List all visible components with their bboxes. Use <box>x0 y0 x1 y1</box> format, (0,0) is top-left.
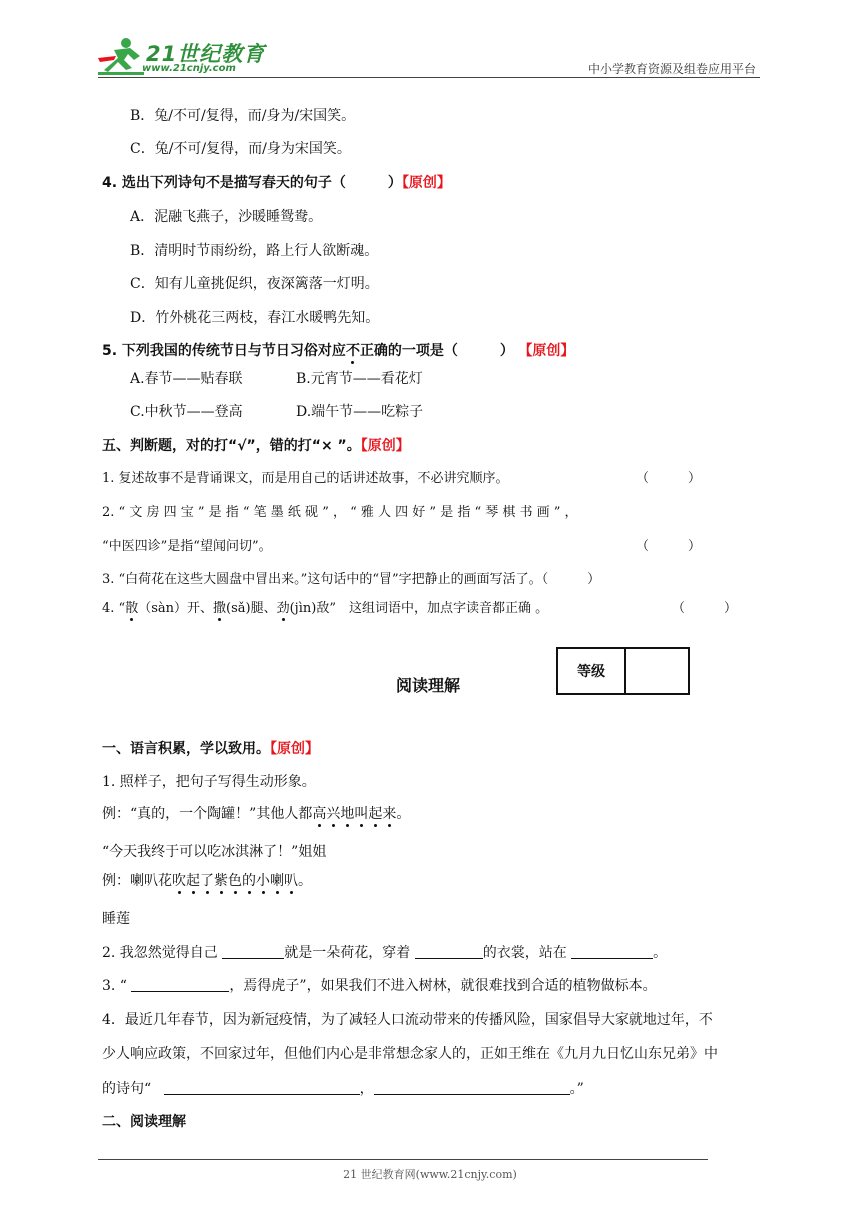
s1-question-3 <box>102 976 657 996</box>
s1-sentence-1: “今天我终于可以吃冰淇淋了！”姐姐 <box>102 844 327 860</box>
q3-blank[interactable] <box>131 977 229 992</box>
example-1-dot-char: 兴 <box>326 806 341 822</box>
q4-blank-1[interactable] <box>164 1080 360 1095</box>
section2-title: 二、阅读理解 <box>102 1114 186 1130</box>
judge-item-2-line1: 2. “ 文 房 四 宝 ” 是 指 “ 笔 墨 纸 砚 ” ， “ 雅 人 四 好 ” 是 指 “ 琴 棋 书 画 ” ， <box>102 505 578 520</box>
judge-item-3: 3. “白荷花在这些大圆盘中冒出来。”这句话中的“冒”字把静止的画面写活了。（ ） <box>102 572 601 587</box>
example-2-text: 例：喇叭花 <box>102 873 172 889</box>
grade-label: 等级 <box>558 649 626 693</box>
q5-stem-part1: 5. 下列我国的传统节日与节日习俗对应 <box>102 343 346 359</box>
example-1-end: 。 <box>396 806 411 822</box>
example-2-dot-char: 叭 <box>284 873 298 889</box>
q4-option-b: B．清明时节雨纷纷，路上行人欲断魂。 <box>130 243 379 259</box>
s1-question-4-line2: 少人响应政策，不回家过年，但他们内心是非常想念家人的，正如王维在《九月九日忆山东兄弟》中 <box>102 1046 718 1062</box>
q3-option-b: B．兔/不可/复得，而/身为/宋国笑。 <box>130 108 356 124</box>
example-1-dot-char: 高 <box>312 806 327 822</box>
s1-sentence-2: 睡莲 <box>102 911 130 927</box>
q4-option-c: C．知有儿童挑促织，夜深篱落一灯明。 <box>130 276 379 292</box>
example-2-dot-char: 小 <box>256 873 270 889</box>
example-1-text: 例：“真的，一个陶罐！”其他人都 <box>102 806 313 822</box>
q3-text-1: 3. “ <box>102 978 127 994</box>
example-2-dot-char: 起 <box>186 873 200 889</box>
pinyin-3: (jìn)敌” 这组词语中，加点字读音都正确 。 <box>289 601 549 616</box>
s1-example-1 <box>102 804 410 824</box>
section1-title: 一、语言积累，学以致用。 <box>102 741 270 757</box>
q5-stem-part2: 正确的一项是（ ） <box>359 343 514 359</box>
logo-title: 21世纪教育 <box>146 42 266 66</box>
footer-text: 21 世纪教育网(www.21cnjy.com) <box>343 1168 517 1181</box>
judge-item-1: 1. 复述故事不是背诵课文，而是用自己的话讲述故事，不必讲究顺序。 <box>102 471 509 486</box>
q3-text-2: ，焉得虎子”，如果我们不进入树林，就很难找到合适的植物做标本。 <box>229 978 657 994</box>
section1-original-tag: 【原创】 <box>270 741 319 757</box>
section5-original-tag: 【原创】 <box>360 438 410 454</box>
q4-option-d: D．竹外桃花三两枝，春江水暖鸭先知。 <box>130 310 380 326</box>
s1-question-1: 1. 照样子，把句子写得生动形象。 <box>102 774 316 790</box>
example-2-dot-char: 喇 <box>270 873 284 889</box>
q2-text-2: 就是一朵荷花，穿着 <box>284 945 411 961</box>
footer-divider <box>98 1159 708 1160</box>
q4-option-a: A．泥融飞燕子，沙暖睡鸳鸯。 <box>130 209 323 225</box>
q5-option-d: D.端午节——吃粽子 <box>296 404 424 420</box>
example-2-dot-char: 色 <box>228 873 242 889</box>
example-1-dot-char: 地 <box>340 806 355 822</box>
pinyin-char-2: 撒 <box>213 601 227 616</box>
example-2-dot-char: 了 <box>200 873 214 889</box>
header-divider <box>98 77 760 78</box>
q4-stem <box>102 173 451 193</box>
q5-option-c: C.中秋节——登高 <box>130 404 243 420</box>
judge-item-4-paren: （ ） <box>672 601 738 616</box>
example-1-dot-char: 来 <box>382 806 397 822</box>
pinyin-2: (sǎ)腿、 <box>226 601 277 616</box>
pinyin-char-1: 散 <box>125 601 139 616</box>
q4-text-3: 。” <box>569 1081 584 1097</box>
pinyin-1: （sàn）开、 <box>138 601 213 616</box>
pinyin-char-3: 劲 <box>276 601 290 616</box>
q2-text-3: 的衣裳，站在 <box>482 945 567 961</box>
grade-box <box>556 647 690 695</box>
q5-stem <box>102 341 574 361</box>
s1-example-2 <box>102 871 312 891</box>
q5-option-a: A.春节——贴春联 <box>130 371 243 387</box>
q4-blank-2[interactable] <box>374 1080 570 1095</box>
q4-text-1: 的诗句“ <box>102 1081 152 1097</box>
section1-heading <box>102 739 319 759</box>
q2-blank-2[interactable] <box>415 944 483 959</box>
s1-question-4-line3 <box>102 1079 584 1099</box>
judge-item-2-line2: “中医四诊”是指“望闻问切”。 <box>102 539 272 554</box>
judge-item-1-paren: （ ） <box>636 471 702 486</box>
q5-original-tag: 【原创】 <box>518 343 575 359</box>
judge-item-4-prefix: 4. “ <box>102 601 126 616</box>
reading-title: 阅读理解 <box>396 676 461 695</box>
example-2-end: 。 <box>298 873 312 889</box>
q4-original-tag: 【原创】 <box>401 175 451 191</box>
example-2-dot-char: 的 <box>242 873 256 889</box>
judge-item-2-paren: （ ） <box>636 539 702 554</box>
q5-option-b: B.元宵节——看花灯 <box>296 371 423 387</box>
example-1-dot-char: 叫 <box>354 806 369 822</box>
section5-heading <box>102 436 410 456</box>
section5-title: 五、判断题，对的打“√”，错的打“× ”。 <box>102 438 361 454</box>
s1-question-2 <box>102 943 667 963</box>
q2-blank-1[interactable] <box>222 944 284 959</box>
judge-item-4 <box>102 599 548 619</box>
header-platform-text: 中小学教育资源及组卷应用平台 <box>587 62 756 76</box>
q4-stem-text: 4. 选出下列诗句不是描写春天的句子（ ） <box>102 175 402 191</box>
example-2-dot-char: 吹 <box>172 873 186 889</box>
q2-text-4: 。 <box>653 945 668 961</box>
logo-url: www.21cnjy.com <box>142 63 236 74</box>
q2-blank-3[interactable] <box>571 944 653 959</box>
q4-text-2: ， <box>359 1081 374 1097</box>
q2-text-1: 2. 我忽然觉得自己 <box>102 945 218 961</box>
s1-question-4-line1: 4．最近几年春节，因为新冠疫情，为了减轻人口流动带来的传播风险，国家倡导大家就地过年，不 <box>102 1012 713 1028</box>
example-1-dot-char: 起 <box>368 806 383 822</box>
q5-emphasis-char: 不 <box>345 343 360 359</box>
q3-option-c: C．兔/不可/复得，而/身为宋国笑。 <box>130 141 351 157</box>
example-2-dot-char: 紫 <box>214 873 228 889</box>
